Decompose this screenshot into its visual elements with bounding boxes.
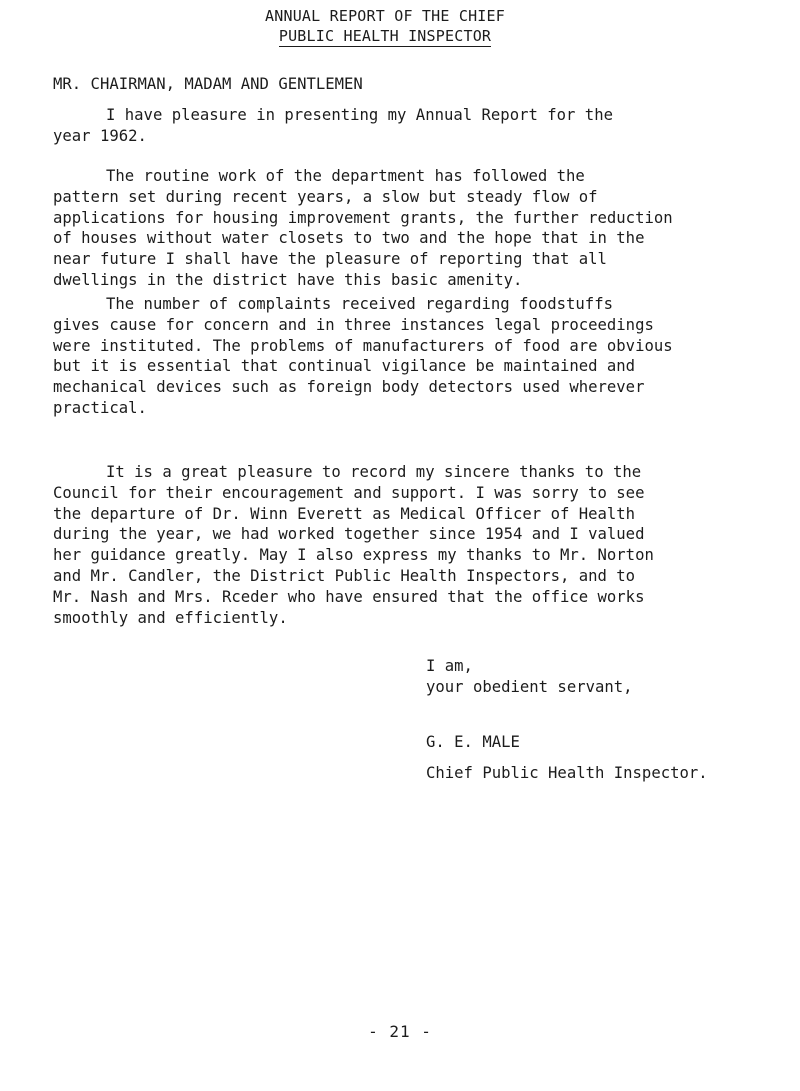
paragraph-line: dwellings in the district have this basic amenity. — [53, 270, 523, 289]
paragraph-line: the departure of Dr. Winn Everett as Medical Officer of Health — [53, 504, 636, 523]
paragraph-line: gives cause for concern and in three instances legal proceedings — [53, 315, 654, 334]
paragraph-line: and Mr. Candler, the District Public Health Inspectors, and to — [53, 566, 636, 585]
closing-line-2: your obedient servant, — [426, 678, 633, 696]
paragraph-line: applications for housing improvement grants, the further reduction — [53, 208, 673, 227]
paragraph-line: but it is essential that continual vigilance be maintained and — [53, 357, 636, 376]
closing-line-1: I am, — [426, 657, 473, 675]
paragraph-line: It is a great pleasure to record my sincere thanks to the — [106, 463, 642, 481]
paragraph-line: mechanical devices such as foreign body detectors used wherever — [53, 378, 645, 397]
paragraph-4 — [53, 462, 753, 628]
title-line-2: PUBLIC HEALTH INSPECTOR — [278, 27, 492, 45]
paragraph-line: Mr. Nash and Mrs. Rceder who have ensured that the office works — [53, 587, 645, 606]
paragraph-line: of houses without water closets to two and the hope that in the — [53, 229, 645, 248]
paragraph-line: smoothly and efficiently. — [53, 608, 288, 627]
signature-name: G. E. MALE — [426, 733, 520, 751]
paragraph-line: I have pleasure in presenting my Annual Report for the — [106, 106, 613, 124]
paragraph-line: during the year, we had worked together since 1954 and I valued — [53, 525, 645, 544]
paragraph-line: her guidance greatly. May I also express my thanks to Mr. Norton — [53, 546, 654, 565]
paragraph-line: practical. — [53, 398, 147, 417]
paragraph-line: were instituted. The problems of manufacturers of food are obvious — [53, 336, 673, 355]
paragraph-line: near future I shall have the pleasure of reporting that all — [53, 250, 607, 269]
paragraph-1 — [53, 105, 753, 147]
paragraph-line: pattern set during recent years, a slow but steady flow of — [53, 187, 598, 206]
paragraph-line: year 1962. — [53, 126, 147, 145]
report-title — [255, 6, 515, 47]
paragraph-2 — [53, 166, 753, 291]
page-number: - 21 - — [368, 1022, 432, 1041]
title-line-1: ANNUAL REPORT OF THE CHIEF — [265, 7, 505, 25]
paragraph-line: The number of complaints received regarding foodstuffs — [106, 295, 613, 313]
salutation: MR. CHAIRMAN, MADAM AND GENTLEMEN — [53, 75, 363, 93]
paragraph-line: The routine work of the department has followed the — [106, 167, 585, 185]
signature-title: Chief Public Health Inspector. — [426, 764, 708, 782]
paragraph-3 — [53, 294, 753, 419]
paragraph-line: Council for their encouragement and support. I was sorry to see — [53, 483, 645, 502]
